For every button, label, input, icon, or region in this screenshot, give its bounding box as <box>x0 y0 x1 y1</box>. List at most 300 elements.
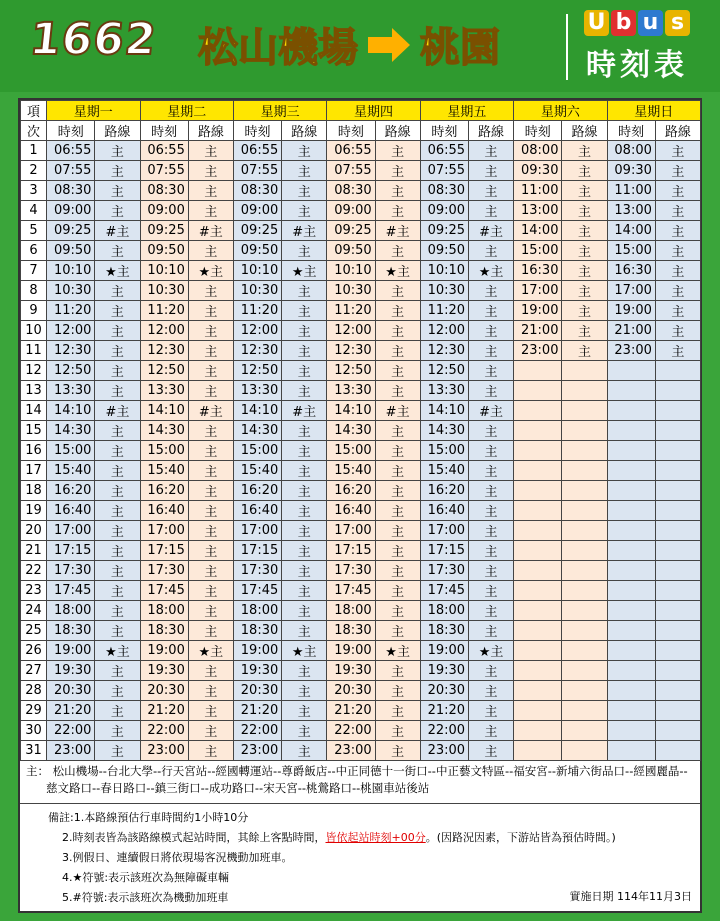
departure-time: 07:55 <box>47 161 95 181</box>
route-mark: 主 <box>468 601 513 621</box>
route-mark: 主 <box>188 421 233 441</box>
route-mark: 主 <box>375 701 420 721</box>
route-mark: 主 <box>95 241 140 261</box>
remark-5: 5.#符號:表示該班次為機動加班車 <box>62 891 229 904</box>
departure-time <box>514 741 562 761</box>
table-row <box>21 721 701 741</box>
route-mark: 主 <box>282 441 327 461</box>
route-mark: #主 <box>188 221 233 241</box>
route-mark <box>562 601 607 621</box>
departure-time: 17:30 <box>233 561 281 581</box>
row-index: 31 <box>21 741 47 761</box>
route-mark: 主 <box>282 561 327 581</box>
remark-1: 備註:1.本路線預估行車時間約1小時10分 <box>48 811 249 824</box>
departure-time: 09:25 <box>47 221 95 241</box>
departure-time: 21:20 <box>47 701 95 721</box>
route-mark <box>562 441 607 461</box>
route-mark: 主 <box>375 561 420 581</box>
route-mark: #主 <box>375 221 420 241</box>
departure-time: 17:00 <box>327 521 375 541</box>
departure-time: 12:50 <box>233 361 281 381</box>
route-mark: 主 <box>375 441 420 461</box>
departure-time: 23:00 <box>420 741 468 761</box>
route-mark: 主 <box>282 301 327 321</box>
route-mark: 主 <box>188 581 233 601</box>
route-mark: 主 <box>188 481 233 501</box>
route-mark: 主 <box>282 141 327 161</box>
departure-time: 14:30 <box>140 421 188 441</box>
timetable-subtitle: 時刻表 <box>586 48 688 83</box>
departure-time: 19:00 <box>327 641 375 661</box>
table-row <box>21 621 701 641</box>
departure-time <box>607 581 655 601</box>
departure-time <box>607 441 655 461</box>
route-mark: 主 <box>188 141 233 161</box>
departure-time: 17:15 <box>420 541 468 561</box>
route-column-header: 路線 <box>468 121 513 141</box>
departure-time: 06:55 <box>47 141 95 161</box>
route-mark: 主 <box>375 321 420 341</box>
departure-time: 11:20 <box>420 301 468 321</box>
departure-time: 13:30 <box>420 381 468 401</box>
route-mark: 主 <box>188 441 233 461</box>
route-mark: 主 <box>375 301 420 321</box>
departure-time: 17:45 <box>47 581 95 601</box>
departure-time: 12:30 <box>47 341 95 361</box>
route-mark: 主 <box>188 241 233 261</box>
route-mark: 主 <box>375 661 420 681</box>
route-mark <box>562 461 607 481</box>
departure-time: 17:30 <box>47 561 95 581</box>
route-mark <box>655 721 700 741</box>
departure-time: 16:40 <box>47 501 95 521</box>
route-column-header: 路線 <box>655 121 700 141</box>
remark-2-highlight: 皆依起站時刻+00分 <box>325 831 426 844</box>
departure-time: 10:10 <box>47 261 95 281</box>
route-mark: 主 <box>188 681 233 701</box>
departure-time: 09:25 <box>420 221 468 241</box>
route-mark: ★主 <box>375 641 420 661</box>
route-mark: 主 <box>188 621 233 641</box>
departure-time: 14:10 <box>327 401 375 421</box>
departure-time: 21:00 <box>607 321 655 341</box>
remarks <box>20 805 700 911</box>
route-mark: 主 <box>282 241 327 261</box>
route-mark: 主 <box>655 301 700 321</box>
route-mark <box>655 521 700 541</box>
route-mark <box>655 401 700 421</box>
departure-time: 09:30 <box>607 161 655 181</box>
route-mark <box>562 561 607 581</box>
route-mark: 主 <box>468 501 513 521</box>
route-mark: 主 <box>188 301 233 321</box>
route-mark: 主 <box>375 381 420 401</box>
row-index: 19 <box>21 501 47 521</box>
departure-time: 19:00 <box>420 641 468 661</box>
table-row <box>21 441 701 461</box>
departure-time: 14:10 <box>47 401 95 421</box>
departure-time: 17:15 <box>327 541 375 561</box>
departure-time: 15:00 <box>607 241 655 261</box>
route-mark: 主 <box>188 181 233 201</box>
route-mark: 主 <box>655 181 700 201</box>
departure-time: 12:30 <box>233 341 281 361</box>
ubus-logo <box>568 10 706 86</box>
route-mark: 主 <box>282 741 327 761</box>
route-mark: 主 <box>468 441 513 461</box>
departure-time <box>514 481 562 501</box>
table-row <box>21 461 701 481</box>
route-column-header: 路線 <box>188 121 233 141</box>
departure-time: 17:00 <box>233 521 281 541</box>
departure-time: 16:20 <box>420 481 468 501</box>
route-mark: 主 <box>375 421 420 441</box>
route-mark <box>655 461 700 481</box>
departure-time: 14:30 <box>47 421 95 441</box>
route-mark: 主 <box>95 581 140 601</box>
row-index: 17 <box>21 461 47 481</box>
departure-time: 08:30 <box>140 181 188 201</box>
departure-time: 13:00 <box>607 201 655 221</box>
departure-time <box>607 481 655 501</box>
departure-time <box>514 641 562 661</box>
route-mark <box>655 441 700 461</box>
route-mark: 主 <box>95 141 140 161</box>
table-row <box>21 321 701 341</box>
departure-time <box>607 621 655 641</box>
route-mark <box>562 621 607 641</box>
departure-time: 17:00 <box>514 281 562 301</box>
table-row <box>21 581 701 601</box>
logo-letters <box>568 10 706 36</box>
departure-time: 15:00 <box>327 441 375 461</box>
route-mark: 主 <box>95 341 140 361</box>
route-mark: 主 <box>188 501 233 521</box>
route-column-header: 路線 <box>562 121 607 141</box>
departure-time: 12:00 <box>420 321 468 341</box>
logo-letter: U <box>584 10 609 36</box>
day-header: 星期四 <box>327 101 420 121</box>
departure-time: 07:55 <box>233 161 281 181</box>
route-mark: 主 <box>562 221 607 241</box>
route-mark <box>655 481 700 501</box>
remark-2-tail: 。(因路況因素，下游站皆為預估時間。) <box>425 831 616 844</box>
route-mark: 主 <box>95 501 140 521</box>
departure-time: 07:55 <box>327 161 375 181</box>
destination-name: 桃園 <box>420 25 500 71</box>
table-row <box>21 161 701 181</box>
route-mark: 主 <box>282 461 327 481</box>
row-index: 1 <box>21 141 47 161</box>
route-mark: 主 <box>188 561 233 581</box>
departure-time: 16:40 <box>233 501 281 521</box>
departure-time: 15:00 <box>420 441 468 461</box>
row-index: 22 <box>21 561 47 581</box>
departure-time: 23:00 <box>607 341 655 361</box>
table-row <box>21 481 701 501</box>
route-mark: 主 <box>95 541 140 561</box>
route-mark: #主 <box>95 401 140 421</box>
route-mark <box>562 741 607 761</box>
route-mark: 主 <box>282 581 327 601</box>
departure-time: 10:10 <box>420 261 468 281</box>
row-index: 18 <box>21 481 47 501</box>
route-mark: 主 <box>375 681 420 701</box>
route-mark: 主 <box>282 361 327 381</box>
route-mark: 主 <box>188 741 233 761</box>
departure-time: 14:10 <box>140 401 188 421</box>
departure-time: 15:00 <box>233 441 281 461</box>
departure-time: 19:00 <box>140 641 188 661</box>
route-mark: 主 <box>468 681 513 701</box>
route-mark: 主 <box>375 601 420 621</box>
departure-time: 14:30 <box>233 421 281 441</box>
route-mark: #主 <box>188 401 233 421</box>
route-mark <box>655 361 700 381</box>
time-column-header: 時刻 <box>233 121 281 141</box>
route-mark: 主 <box>188 201 233 221</box>
route-title <box>198 16 500 73</box>
departure-time <box>607 641 655 661</box>
departure-time <box>607 661 655 681</box>
table-row <box>21 261 701 281</box>
route-stops-note <box>20 760 700 804</box>
route-mark: 主 <box>188 161 233 181</box>
table-row <box>21 281 701 301</box>
route-mark: 主 <box>375 361 420 381</box>
time-column-header: 時刻 <box>47 121 95 141</box>
route-mark: 主 <box>468 741 513 761</box>
departure-time <box>514 621 562 641</box>
departure-time: 21:00 <box>514 321 562 341</box>
route-mark: ★主 <box>468 261 513 281</box>
route-mark: 主 <box>562 181 607 201</box>
departure-time <box>514 521 562 541</box>
departure-time: 12:50 <box>327 361 375 381</box>
route-mark: 主 <box>468 301 513 321</box>
route-mark: ★主 <box>282 641 327 661</box>
departure-time: 19:00 <box>514 301 562 321</box>
departure-time: 07:55 <box>420 161 468 181</box>
row-index: 25 <box>21 621 47 641</box>
departure-time: 23:00 <box>233 741 281 761</box>
route-mark: 主 <box>95 601 140 621</box>
row-index: 12 <box>21 361 47 381</box>
departure-time: 23:00 <box>327 741 375 761</box>
departure-time: 12:30 <box>140 341 188 361</box>
row-index: 20 <box>21 521 47 541</box>
departure-time: 15:40 <box>327 461 375 481</box>
row-index: 24 <box>21 601 47 621</box>
departure-time: 16:20 <box>233 481 281 501</box>
route-mark: 主 <box>655 141 700 161</box>
remark-3: 3.例假日、連續假日將依現場客況機動加班車。 <box>62 851 293 864</box>
departure-time: 10:30 <box>420 281 468 301</box>
index-header: 項 <box>21 101 47 121</box>
route-mark: 主 <box>468 581 513 601</box>
departure-time <box>607 741 655 761</box>
route-mark: 主 <box>468 201 513 221</box>
route-mark: 主 <box>468 381 513 401</box>
departure-time: 10:10 <box>233 261 281 281</box>
route-mark: 主 <box>95 441 140 461</box>
departure-time: 11:20 <box>140 301 188 321</box>
row-index: 21 <box>21 541 47 561</box>
departure-time: 07:55 <box>140 161 188 181</box>
header-banner <box>0 0 720 92</box>
route-mark <box>655 621 700 641</box>
departure-time: 12:30 <box>420 341 468 361</box>
departure-time: 17:45 <box>327 581 375 601</box>
departure-time: 23:00 <box>140 741 188 761</box>
logo-letter: u <box>638 10 663 36</box>
route-mark: 主 <box>95 301 140 321</box>
route-mark: 主 <box>282 681 327 701</box>
route-mark: 主 <box>282 501 327 521</box>
time-column-header: 時刻 <box>514 121 562 141</box>
route-mark: 主 <box>468 621 513 641</box>
departure-time: 10:30 <box>327 281 375 301</box>
departure-time: 08:30 <box>420 181 468 201</box>
day-header: 星期五 <box>420 101 513 121</box>
implementation-date: 實施日期 114年11月3日 <box>569 890 692 903</box>
route-mark: 主 <box>188 461 233 481</box>
route-mark: 主 <box>562 261 607 281</box>
row-index: 23 <box>21 581 47 601</box>
departure-time: 09:25 <box>233 221 281 241</box>
departure-time: 14:00 <box>607 221 655 241</box>
route-mark <box>655 561 700 581</box>
departure-time: 09:50 <box>47 241 95 261</box>
departure-time: 18:30 <box>140 621 188 641</box>
route-mark: 主 <box>188 541 233 561</box>
row-index: 14 <box>21 401 47 421</box>
departure-time: 23:00 <box>47 741 95 761</box>
route-mark: 主 <box>95 361 140 381</box>
departure-time: 09:50 <box>420 241 468 261</box>
departure-time: 21:20 <box>233 701 281 721</box>
route-mark <box>562 721 607 741</box>
route-mark: 主 <box>282 341 327 361</box>
route-mark: 主 <box>95 661 140 681</box>
departure-time: 20:30 <box>420 681 468 701</box>
departure-time: 10:10 <box>140 261 188 281</box>
route-mark: 主 <box>188 521 233 541</box>
row-index: 2 <box>21 161 47 181</box>
departure-time: 13:30 <box>47 381 95 401</box>
route-mark: 主 <box>282 661 327 681</box>
departure-time: 16:30 <box>514 261 562 281</box>
route-mark: 主 <box>282 521 327 541</box>
departure-time: 22:00 <box>420 721 468 741</box>
table-row <box>21 701 701 721</box>
route-mark: 主 <box>655 201 700 221</box>
departure-time <box>514 381 562 401</box>
departure-time: 15:40 <box>420 461 468 481</box>
departure-time: 20:30 <box>327 681 375 701</box>
departure-time: 06:55 <box>420 141 468 161</box>
table-row <box>21 341 701 361</box>
route-mark <box>655 641 700 661</box>
route-mark: 主 <box>375 501 420 521</box>
departure-time: 16:40 <box>327 501 375 521</box>
route-mark: 主 <box>282 381 327 401</box>
route-mark: ★主 <box>188 641 233 661</box>
table-row <box>21 541 701 561</box>
departure-time: 12:00 <box>47 321 95 341</box>
route-column-header: 路線 <box>282 121 327 141</box>
departure-time: 23:00 <box>514 341 562 361</box>
route-mark: 主 <box>655 261 700 281</box>
remark-4: 4.★符號:表示該班次為無障礙車輛 <box>62 871 230 884</box>
departure-time: 18:30 <box>420 621 468 641</box>
departure-time <box>607 421 655 441</box>
route-mark: 主 <box>95 481 140 501</box>
departure-time: 15:40 <box>140 461 188 481</box>
time-column-header: 時刻 <box>327 121 375 141</box>
departure-time: 13:30 <box>140 381 188 401</box>
departure-time: 17:30 <box>327 561 375 581</box>
departure-time: 11:00 <box>514 181 562 201</box>
route-mark: 主 <box>95 721 140 741</box>
departure-time: 18:30 <box>47 621 95 641</box>
route-mark: 主 <box>375 341 420 361</box>
departure-time: 10:30 <box>47 281 95 301</box>
route-mark: #主 <box>282 401 327 421</box>
remark-2 <box>48 828 694 848</box>
route-mark: 主 <box>468 281 513 301</box>
departure-time <box>607 541 655 561</box>
departure-time <box>514 361 562 381</box>
departure-time <box>514 681 562 701</box>
route-mark: 主 <box>468 241 513 261</box>
route-mark: 主 <box>655 241 700 261</box>
departure-time: 18:30 <box>327 621 375 641</box>
route-mark: 主 <box>282 181 327 201</box>
route-mark <box>562 701 607 721</box>
route-mark: #主 <box>468 221 513 241</box>
departure-time: 12:50 <box>420 361 468 381</box>
route-mark: 主 <box>282 701 327 721</box>
route-mark: 主 <box>562 161 607 181</box>
route-mark: 主 <box>95 701 140 721</box>
departure-time: 13:00 <box>514 201 562 221</box>
route-mark: 主 <box>468 481 513 501</box>
departure-time: 18:00 <box>327 601 375 621</box>
departure-time: 09:00 <box>233 201 281 221</box>
departure-time: 17:15 <box>140 541 188 561</box>
table-row <box>21 421 701 441</box>
route-mark: #主 <box>282 221 327 241</box>
departure-time: 17:15 <box>233 541 281 561</box>
departure-time: 11:20 <box>233 301 281 321</box>
departure-time: 15:00 <box>514 241 562 261</box>
departure-time: 17:00 <box>420 521 468 541</box>
departure-time: 18:30 <box>233 621 281 641</box>
departure-time: 14:30 <box>327 421 375 441</box>
route-mark <box>562 381 607 401</box>
route-mark <box>562 421 607 441</box>
departure-time: 14:10 <box>233 401 281 421</box>
table-row <box>21 501 701 521</box>
route-mark: 主 <box>655 341 700 361</box>
departure-time: 18:00 <box>233 601 281 621</box>
row-index: 7 <box>21 261 47 281</box>
departure-time: 19:30 <box>47 661 95 681</box>
departure-time: 16:40 <box>140 501 188 521</box>
route-mark: 主 <box>95 561 140 581</box>
departure-time: 12:00 <box>233 321 281 341</box>
